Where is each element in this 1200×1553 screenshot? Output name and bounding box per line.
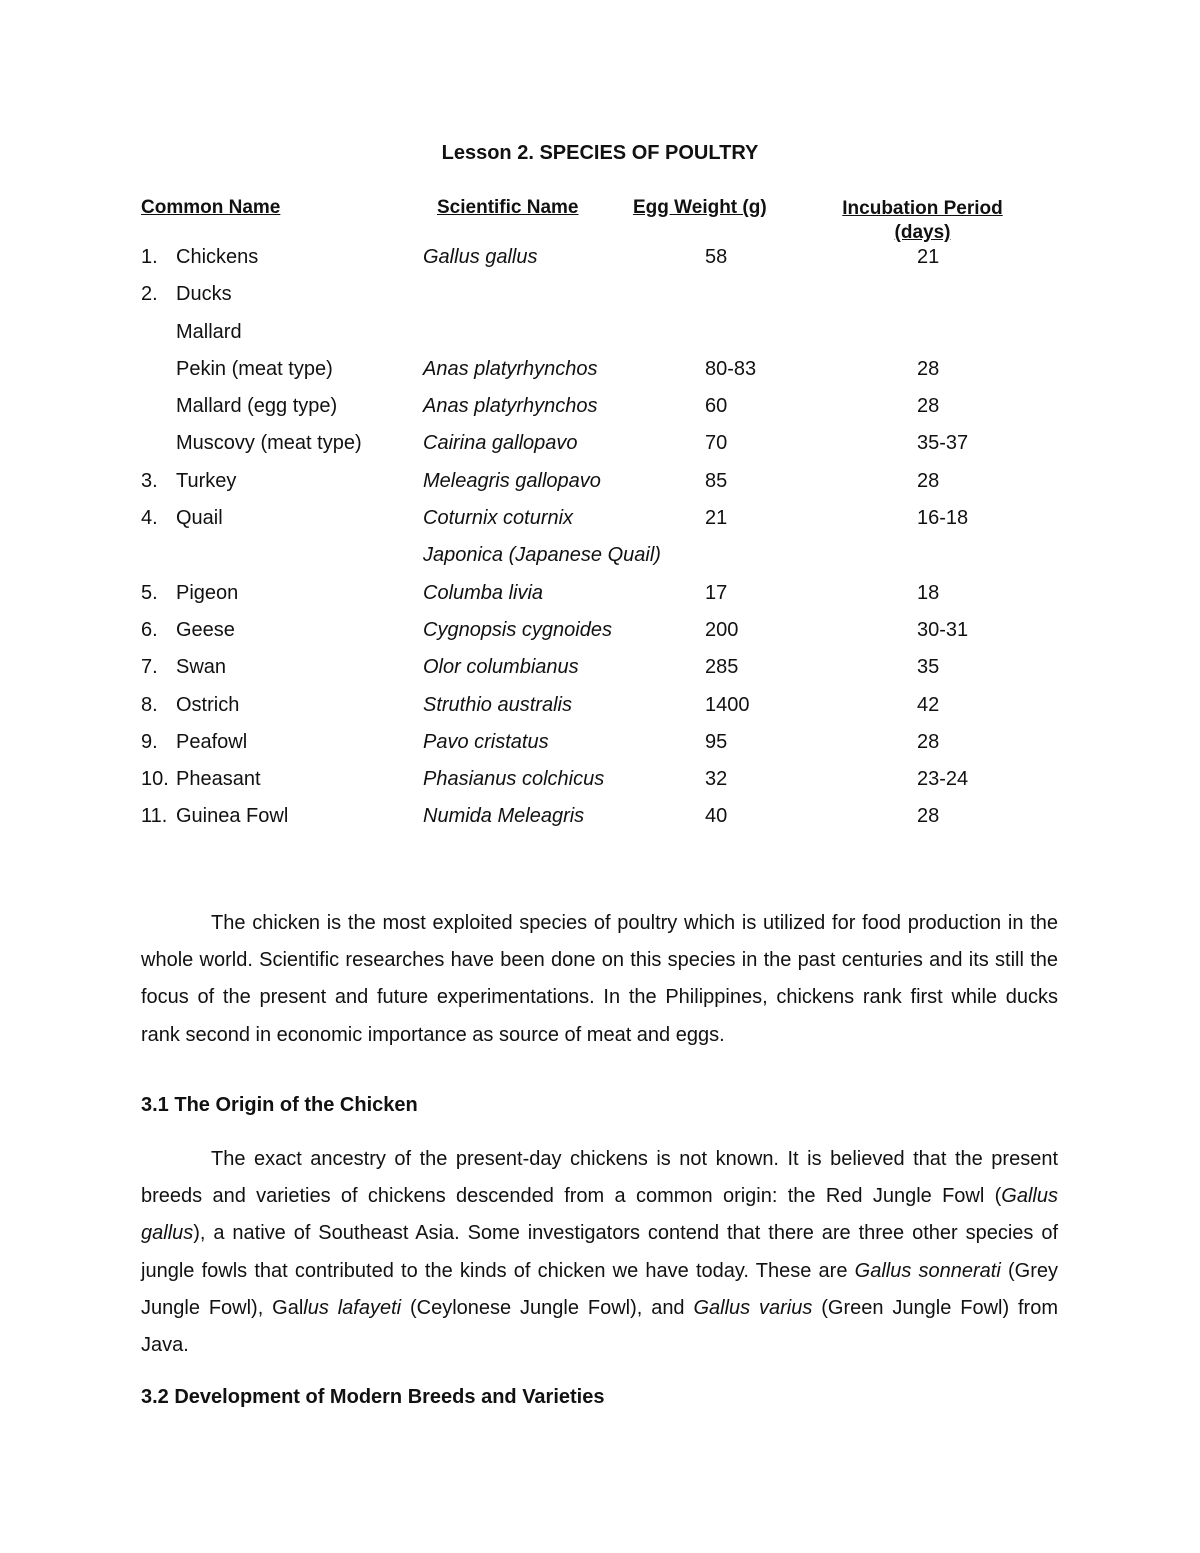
row-number: 11. [141, 805, 168, 828]
scientific-name: Numida Meleagris [423, 805, 585, 828]
header-egg-weight: Egg Weight (g) [633, 197, 767, 218]
table-row [0, 803, 1200, 840]
scientific-name: Struthio australis [423, 693, 572, 716]
common-name: Peafowl [176, 730, 248, 753]
table-row [0, 356, 1200, 393]
species-table [0, 244, 1200, 841]
scientific-name: Anas platyrhynchos [423, 357, 598, 380]
origin-italic-1: Gallus gallus [141, 1185, 1058, 1245]
page-title: Lesson 2. SPECIES OF POULTRY [441, 142, 759, 164]
origin-italic-4: Gallus varius [693, 1296, 813, 1319]
table-row [0, 430, 1200, 467]
incubation-period: 28 [917, 805, 940, 828]
header-incubation-period [820, 197, 1025, 245]
table-row [0, 654, 1200, 691]
scientific-name: Cygnopsis cygnoides [423, 618, 612, 641]
origin-text-5: (Green Jungle Fowl) from Java. [141, 1296, 1058, 1357]
incubation-period: 28 [917, 469, 940, 492]
egg-weight: 58 [705, 246, 728, 268]
egg-weight: 40 [705, 805, 728, 828]
row-number: 9. [141, 730, 158, 753]
row-number: 4. [141, 507, 158, 530]
common-name: Pigeon [176, 581, 239, 604]
table-row [0, 617, 1200, 654]
table-row [0, 505, 1200, 542]
section-heading-development: 3.2 Development of Modern Breeds and Varieties [141, 1386, 605, 1408]
row-number: 5. [141, 581, 158, 604]
common-name: Chickens [176, 246, 259, 268]
table-row [0, 692, 1200, 729]
egg-weight: 17 [705, 581, 728, 604]
row-number: 7. [141, 656, 158, 679]
table-row [0, 393, 1200, 430]
row-number: 10. [141, 768, 169, 791]
common-name: Quail [176, 507, 223, 530]
common-name: Geese [176, 618, 235, 641]
incubation-period: 42 [917, 693, 940, 716]
row-number: 2. [141, 283, 158, 306]
scientific-name: Anas platyrhynchos [423, 395, 598, 418]
common-name: Ducks [176, 283, 232, 306]
table-row [0, 244, 1200, 281]
row-number: 1. [141, 246, 158, 268]
common-name: Guinea Fowl [176, 805, 289, 828]
egg-weight: 32 [705, 768, 728, 791]
header-scientific-name: Scientific Name [437, 197, 579, 218]
egg-weight: 95 [705, 730, 728, 753]
scientific-name: Gallus gallus [423, 246, 538, 268]
common-name: Mallard (egg type) [176, 395, 338, 418]
scientific-name: Coturnix coturnix [423, 507, 574, 530]
scientific-name: Olor columbianus [423, 656, 579, 679]
scientific-name: Phasianus colchicus [423, 768, 605, 791]
incubation-period: 18 [917, 581, 940, 604]
header-incubation-line2: (days) [894, 222, 951, 243]
incubation-period: 30-31 [917, 618, 969, 641]
origin-text-2: ), a native of Southeast Asia. Some investigators contend that there are three other species of jungle fowls that contributed to the kinds of chicken we have today. These are [141, 1222, 1058, 1282]
incubation-period: 28 [917, 730, 940, 753]
egg-weight: 85 [705, 469, 728, 492]
egg-weight: 200 [705, 618, 739, 641]
origin-text-3: (Grey Jungle Fowl), Gal [141, 1259, 1058, 1319]
table-row [0, 281, 1200, 318]
origin-text-4: (Ceylonese Jungle Fowl), and [401, 1296, 694, 1319]
incubation-period: 35 [917, 656, 940, 679]
common-name: Turkey [176, 469, 237, 492]
common-name: Mallard [176, 320, 242, 343]
egg-weight: 60 [705, 395, 728, 418]
intro-paragraph-text: The chicken is the most exploited species of poultry which is utilized for food production in the whole world. Scientific researches have been done on this species in the past centuries and its still the focus of the present and future experimentations. In the Philippines, chickens rank first while ducks rank second in economic importance as source of meat and eggs. [141, 912, 1058, 1046]
scientific-name: Columba livia [423, 581, 544, 604]
table-row [0, 766, 1200, 803]
scientific-name: Meleagris gallopavo [423, 469, 601, 492]
row-number: 6. [141, 618, 158, 641]
scientific-name: Cairina gallopavo [423, 432, 578, 455]
egg-weight: 80-83 [705, 357, 757, 380]
section-heading-origin: 3.1 The Origin of the Chicken [141, 1094, 418, 1116]
egg-weight: 1400 [705, 693, 750, 716]
origin-text-1: The exact ancestry of the present-day chickens is not known. It is believed that the present breeds and varieties of chickens descended from a common origin: the Red Jungle Fowl ( [141, 1148, 1058, 1208]
table-row [0, 580, 1200, 617]
intro-paragraph [141, 905, 1058, 1054]
table-row [0, 468, 1200, 505]
egg-weight: 70 [705, 432, 728, 455]
egg-weight: 21 [705, 507, 728, 530]
scientific-name: Pavo cristatus [423, 730, 549, 753]
origin-italic-3: lus lafayeti [303, 1296, 402, 1319]
header-common-name: Common Name [141, 197, 281, 218]
header-incubation-line1: Incubation Period [842, 198, 1003, 219]
incubation-period: 16-18 [917, 507, 969, 530]
common-name: Pekin (meat type) [176, 357, 333, 380]
table-row [0, 542, 1200, 579]
incubation-period: 28 [917, 395, 940, 418]
egg-weight: 285 [705, 656, 739, 679]
origin-italic-2: Gallus sonnerati [854, 1259, 1001, 1282]
scientific-name: Japonica (Japanese Quail) [423, 544, 661, 567]
row-number: 3. [141, 469, 158, 492]
common-name: Swan [176, 656, 227, 679]
common-name: Ostrich [176, 693, 240, 716]
common-name: Muscovy (meat type) [176, 432, 362, 455]
incubation-period: 21 [917, 246, 940, 268]
row-number: 8. [141, 693, 158, 716]
origin-paragraph [141, 1141, 1058, 1364]
common-name: Pheasant [176, 768, 261, 791]
incubation-period: 35-37 [917, 432, 969, 455]
table-row [0, 729, 1200, 766]
incubation-period: 23-24 [917, 768, 969, 791]
table-row [0, 319, 1200, 356]
incubation-period: 28 [917, 357, 940, 380]
